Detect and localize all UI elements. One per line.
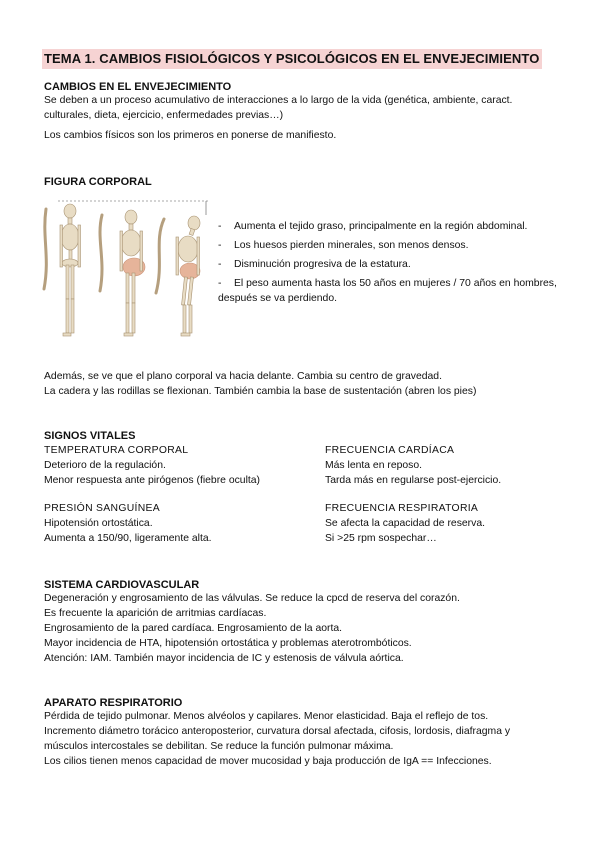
text-line: Se deben a un proceso acumulativo de interacciones a lo largo de la vida (genética, ambiente, caract. bbox=[44, 95, 513, 106]
cardio-paragraph bbox=[44, 591, 554, 666]
list-item: - Disminución progresiva de la estatura. bbox=[218, 259, 411, 270]
frecuencia-respiratoria-label: FRECUENCIA RESPIRATORIA bbox=[325, 503, 479, 514]
skeleton-elderly bbox=[176, 216, 200, 336]
temperatura-label: TEMPERATURA CORPORAL bbox=[44, 445, 189, 456]
presion-text: Hipotensión ortostática. Aumenta a 150/90, ligeramente alta. bbox=[44, 518, 212, 544]
list-item: - Los huesos pierden minerales, son menos densos. bbox=[218, 240, 469, 251]
list-item: - Aumenta el tejido graso, principalmente en la región abdominal. bbox=[218, 221, 528, 232]
text-line: Además, se ve que el plano corporal va hacia delante. Cambia su centro de gravedad. bbox=[44, 371, 442, 382]
list-item: - El peso aumenta hasta los 50 años en mujeres / 70 años en hombres, después se va perdiendo. bbox=[218, 278, 557, 304]
text-line: Atención: IAM. También mayor incidencia de IC y estenosis de válvula aórtica. bbox=[44, 653, 404, 664]
section-heading-figura: FIGURA CORPORAL bbox=[44, 176, 152, 188]
spine-middle bbox=[100, 215, 102, 291]
temperatura-text: Deterioro de la regulación. Menor respuesta ante pirógenos (fiebre oculta) bbox=[44, 460, 261, 486]
figura-after-paragraph bbox=[44, 369, 554, 399]
figura-bullet-list bbox=[218, 219, 558, 310]
page-title: TEMA 1. CAMBIOS FISIOLÓGICOS Y PSICOLÓGICOS EN EL ENVEJECIMIENTO bbox=[42, 49, 542, 69]
respiratorio-paragraph bbox=[44, 709, 554, 769]
spine-old bbox=[156, 219, 164, 293]
spine-young bbox=[44, 209, 46, 289]
skeleton-young bbox=[60, 204, 81, 336]
frecuencia-cardiaca-label: FRECUENCIA CARDÍACA bbox=[325, 445, 455, 456]
frecuencia-respiratoria-text: Se afecta la capacidad de reserva. Si >25 rpm sospechar… bbox=[325, 518, 485, 544]
text-line: culturales, dieta, ejercicio, enfermedades previas…) bbox=[44, 110, 284, 121]
section-heading-respiratorio: APARATO RESPIRATORIO bbox=[44, 697, 183, 709]
presion-label: PRESIÓN SANGUÍNEA bbox=[44, 503, 160, 514]
text-line: Los cilios tienen menos capacidad de mover mucosidad y baja producción de IgA == Infecciones. bbox=[44, 756, 492, 767]
section-heading-cardio: SISTEMA CARDIOVASCULAR bbox=[44, 579, 200, 591]
text-line: Mayor incidencia de HTA, hipotensión ortostática y problemas aterotrombóticos. bbox=[44, 638, 412, 649]
text-line: La cadera y las rodillas se flexionan. También cambia la base de sustentación (abren los pies) bbox=[44, 386, 477, 397]
frecuencia-cardiaca-text: Más lenta en reposo. Tarda más en regularse post-ejercicio. bbox=[325, 460, 502, 486]
section-heading-cambios: CAMBIOS EN EL ENVEJECIMIENTO bbox=[44, 81, 232, 93]
section-heading-signos: SIGNOS VITALES bbox=[44, 430, 136, 442]
skeleton-middle-age bbox=[120, 210, 145, 336]
text-line: Engrosamiento de la pared cardíaca. Engrosamiento de la aorta. bbox=[44, 623, 343, 634]
text-line: músculos intercostales se debilitan. Se reduce la función pulmonar máxima. bbox=[44, 741, 394, 752]
text-line: Degeneración y engrosamiento de las válvulas. Se reduce la cpcd de reserva del corazón. bbox=[44, 593, 460, 604]
text-line: Pérdida de tejido pulmonar. Menos alvéolos y capilares. Menor elasticidad. Baja el reflejo de tos. bbox=[44, 711, 489, 722]
text-line: Es frecuente la aparición de arritmias cardíacas. bbox=[44, 608, 267, 619]
cambios-paragraph bbox=[44, 93, 554, 123]
skeleton-aging-illustration bbox=[36, 197, 212, 347]
cambios-paragraph-2: Los cambios físicos son los primeros en ponerse de manifiesto. bbox=[44, 130, 337, 141]
text-line: Incremento diámetro torácico anteroposterior, curvatura dorsal afectada, cifosis, lordosis, diafragma y bbox=[44, 726, 511, 737]
